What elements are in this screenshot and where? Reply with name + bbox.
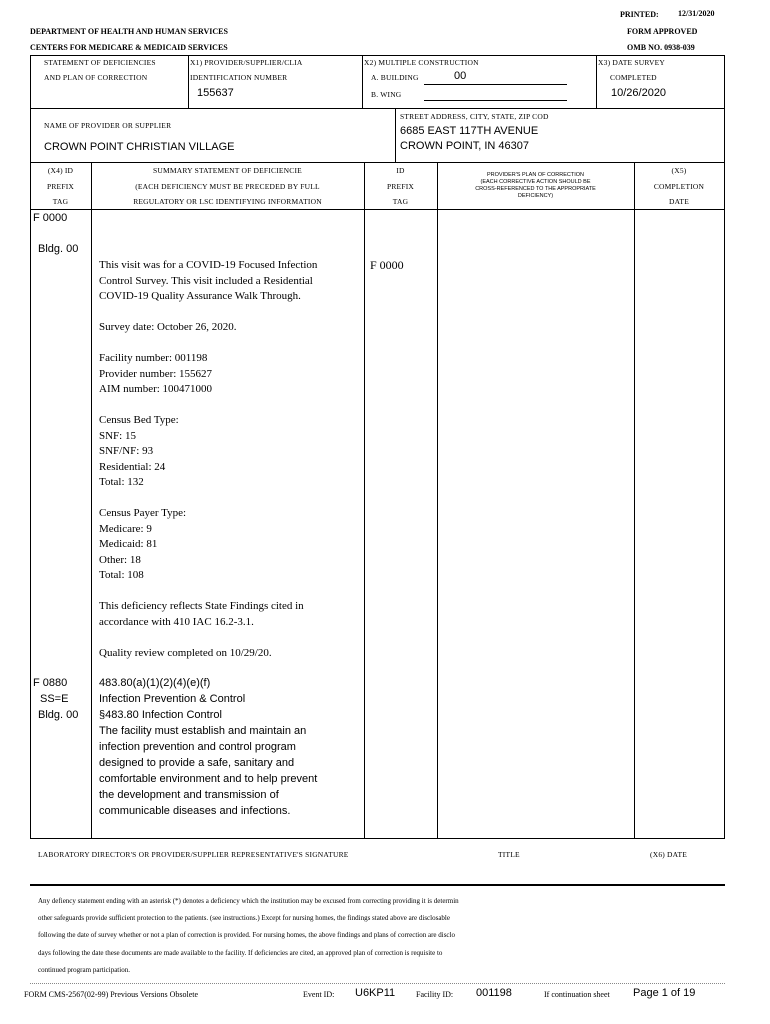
x4-header-1: (X4) ID [47, 166, 74, 175]
address-line-2: CROWN POINT, IN 46307 [400, 140, 529, 152]
summary-header-1: SUMMARY STATEMENT OF DEFICIENCIE [153, 166, 302, 175]
id-header-1: ID [396, 166, 405, 175]
plan-header [437, 172, 634, 200]
tag-f0880 [33, 675, 78, 723]
x5-header-3: DATE [669, 197, 689, 206]
summary-header-3: REGULATORY OR LSC IDENTIFYING INFORMATION [133, 197, 322, 206]
form-approved: FORM APPROVED [627, 27, 698, 36]
provider-number: 155637 [197, 87, 234, 99]
survey-date: 10/26/2020 [611, 87, 667, 99]
date-label: (X6) DATE [650, 850, 688, 859]
continuation-label: If continuation sheet [544, 990, 610, 999]
tag-f0000: F 0000 [33, 212, 68, 224]
x1-label-2: IDENTIFICATION NUMBER [190, 73, 288, 82]
paragraph-numbers: Facility number: 001198 Provider number: 155627 AIM number: 100471000 [99, 352, 213, 395]
paragraph-survey-date: Survey date: October 26, 2020. [99, 321, 237, 333]
provider-name-label: NAME OF PROVIDER OR SUPPLIER [44, 121, 172, 130]
wing-label: B. WING [371, 90, 402, 99]
x3-label-1: X3) DATE SURVEY [598, 58, 665, 67]
x4-header-2: PREFIX [46, 182, 75, 191]
event-id-label: Event ID: [303, 990, 335, 999]
paragraph-quality-review: Quality review completed on 10/29/20. [99, 646, 272, 659]
disclaimer-line: days following the date these documents are made available to the facility. If deficiencies are cited, an approved plan of correction is requisite to [38, 948, 443, 957]
provider-name: CROWN POINT CHRISTIAN VILLAGE [44, 141, 235, 153]
disclaimer-line: Any defiency statement ending with an asterisk (*) denotes a deficiency which the institution may be excused from correcting providing it is determin [38, 897, 459, 905]
building-label: A. BUILDING [371, 73, 419, 82]
x1-label-1: X1) PROVIDER/SUPPLIER/CLIA [190, 58, 303, 67]
tag-f0880-bldg: Bldg. 00 [38, 709, 79, 721]
form-number: FORM CMS-2567(02-99) Previous Versions Obsolete [24, 990, 199, 999]
tag-f0880-code: F 0880 [33, 677, 68, 689]
plan-header-3: CROSS-REFERENCED TO THE APPROPRIATE [475, 186, 596, 192]
event-id-value: U6KP11 [355, 987, 396, 999]
id-tag-f0000: F 0000 [370, 258, 404, 272]
printed-date: 12/31/2020 [678, 9, 715, 18]
id-header-2: PREFIX [386, 182, 415, 191]
bldg-00: Bldg. 00 [38, 243, 79, 255]
x5-header-1: (X5) [671, 166, 687, 175]
address-line-1: 6685 EAST 117TH AVENUE [400, 125, 539, 137]
disclaimer-line: continued program participation. [38, 965, 130, 974]
disclaimer-line: following the date of survey whether or not a plan of correction is provided. For nursing homes, the above findings and plans of correction are disclo [38, 931, 455, 940]
omb-number: OMB NO. 0938-039 [627, 43, 695, 52]
facility-id-value: 001198 [476, 987, 512, 999]
title-label: TITLE [498, 850, 520, 859]
paragraph-census-payer: Census Payer Type: Medicare: 9 Medicaid: 81 Other: 18 Total: 108 [99, 507, 187, 581]
facility-id-label: Facility ID: [416, 990, 454, 999]
disclaimer [38, 893, 459, 979]
department-name: DEPARTMENT OF HEALTH AND HUMAN SERVICES [30, 27, 228, 36]
building-value: 00 [454, 70, 467, 82]
page-number: Page 1 of 19 [633, 987, 696, 999]
x4-header-3: TAG [52, 197, 69, 206]
x3-label-2: COMPLETED [610, 73, 657, 82]
address-label: STREET ADDRESS, CITY, STATE, ZIP COD [400, 112, 549, 121]
paragraph-state-findings: This deficiency reflects State Findings cited in accordance with 410 IAC 16.2-3.1. [99, 600, 304, 628]
statement-label-1: STATEMENT OF DEFICIENCIES [44, 58, 156, 67]
x2-label: X2) MULTIPLE CONSTRUCTION [364, 58, 479, 67]
centers-name: CENTERS FOR MEDICARE & MEDICAID SERVICES [30, 43, 228, 52]
plan-header-2: (EACH CORRECTIVE ACTION SHOULD BE [480, 179, 591, 185]
plan-header-4: DEFICIENCY) [517, 193, 554, 199]
signature-label: LABORATORY DIRECTOR'S OR PROVIDER/SUPPLIER REPRESENTATIVE'S SIGNATURE [38, 850, 349, 859]
summary-text [99, 258, 361, 661]
paragraph-census-bed: Census Bed Type: SNF: 15 SNF/NF: 93 Residential: 24 Total: 132 [99, 414, 179, 488]
tag-f0880-scope: SS=E [40, 693, 69, 705]
printed-label: PRINTED: [620, 10, 659, 19]
disclaimer-line: other safeguards provide sufficient protection to the patients. (see instructions.) Except for nursing homes, the findings stated above are disclosable [38, 914, 450, 923]
paragraph-visit: This visit was for a COVID-19 Focused Infection Control Survey. This visit included a Residential COVID-19 Quality Assurance Walk Through. [99, 259, 318, 302]
statement-label-2: AND PLAN OF CORRECTION [44, 73, 148, 82]
x5-header-2: COMPLETION [653, 182, 705, 191]
paragraph-infection-control: 483.80(a)(1)(2)(4)(e)(f) Infection Prevention & Control §483.80 Infection Control The facility must establish and maintain an infection prevention and control program designed to provide a safe, sanitary and comfortable environment and to help prevent the development and transmission of communicable diseases and infections. [99, 677, 318, 817]
id-header-3: TAG [392, 197, 409, 206]
summary-header-2: (EACH DEFICIENCY MUST BE PRECEDED BY FULL [135, 182, 320, 191]
plan-header-1: PROVIDER'S PLAN OF CORRECTION [486, 172, 584, 178]
